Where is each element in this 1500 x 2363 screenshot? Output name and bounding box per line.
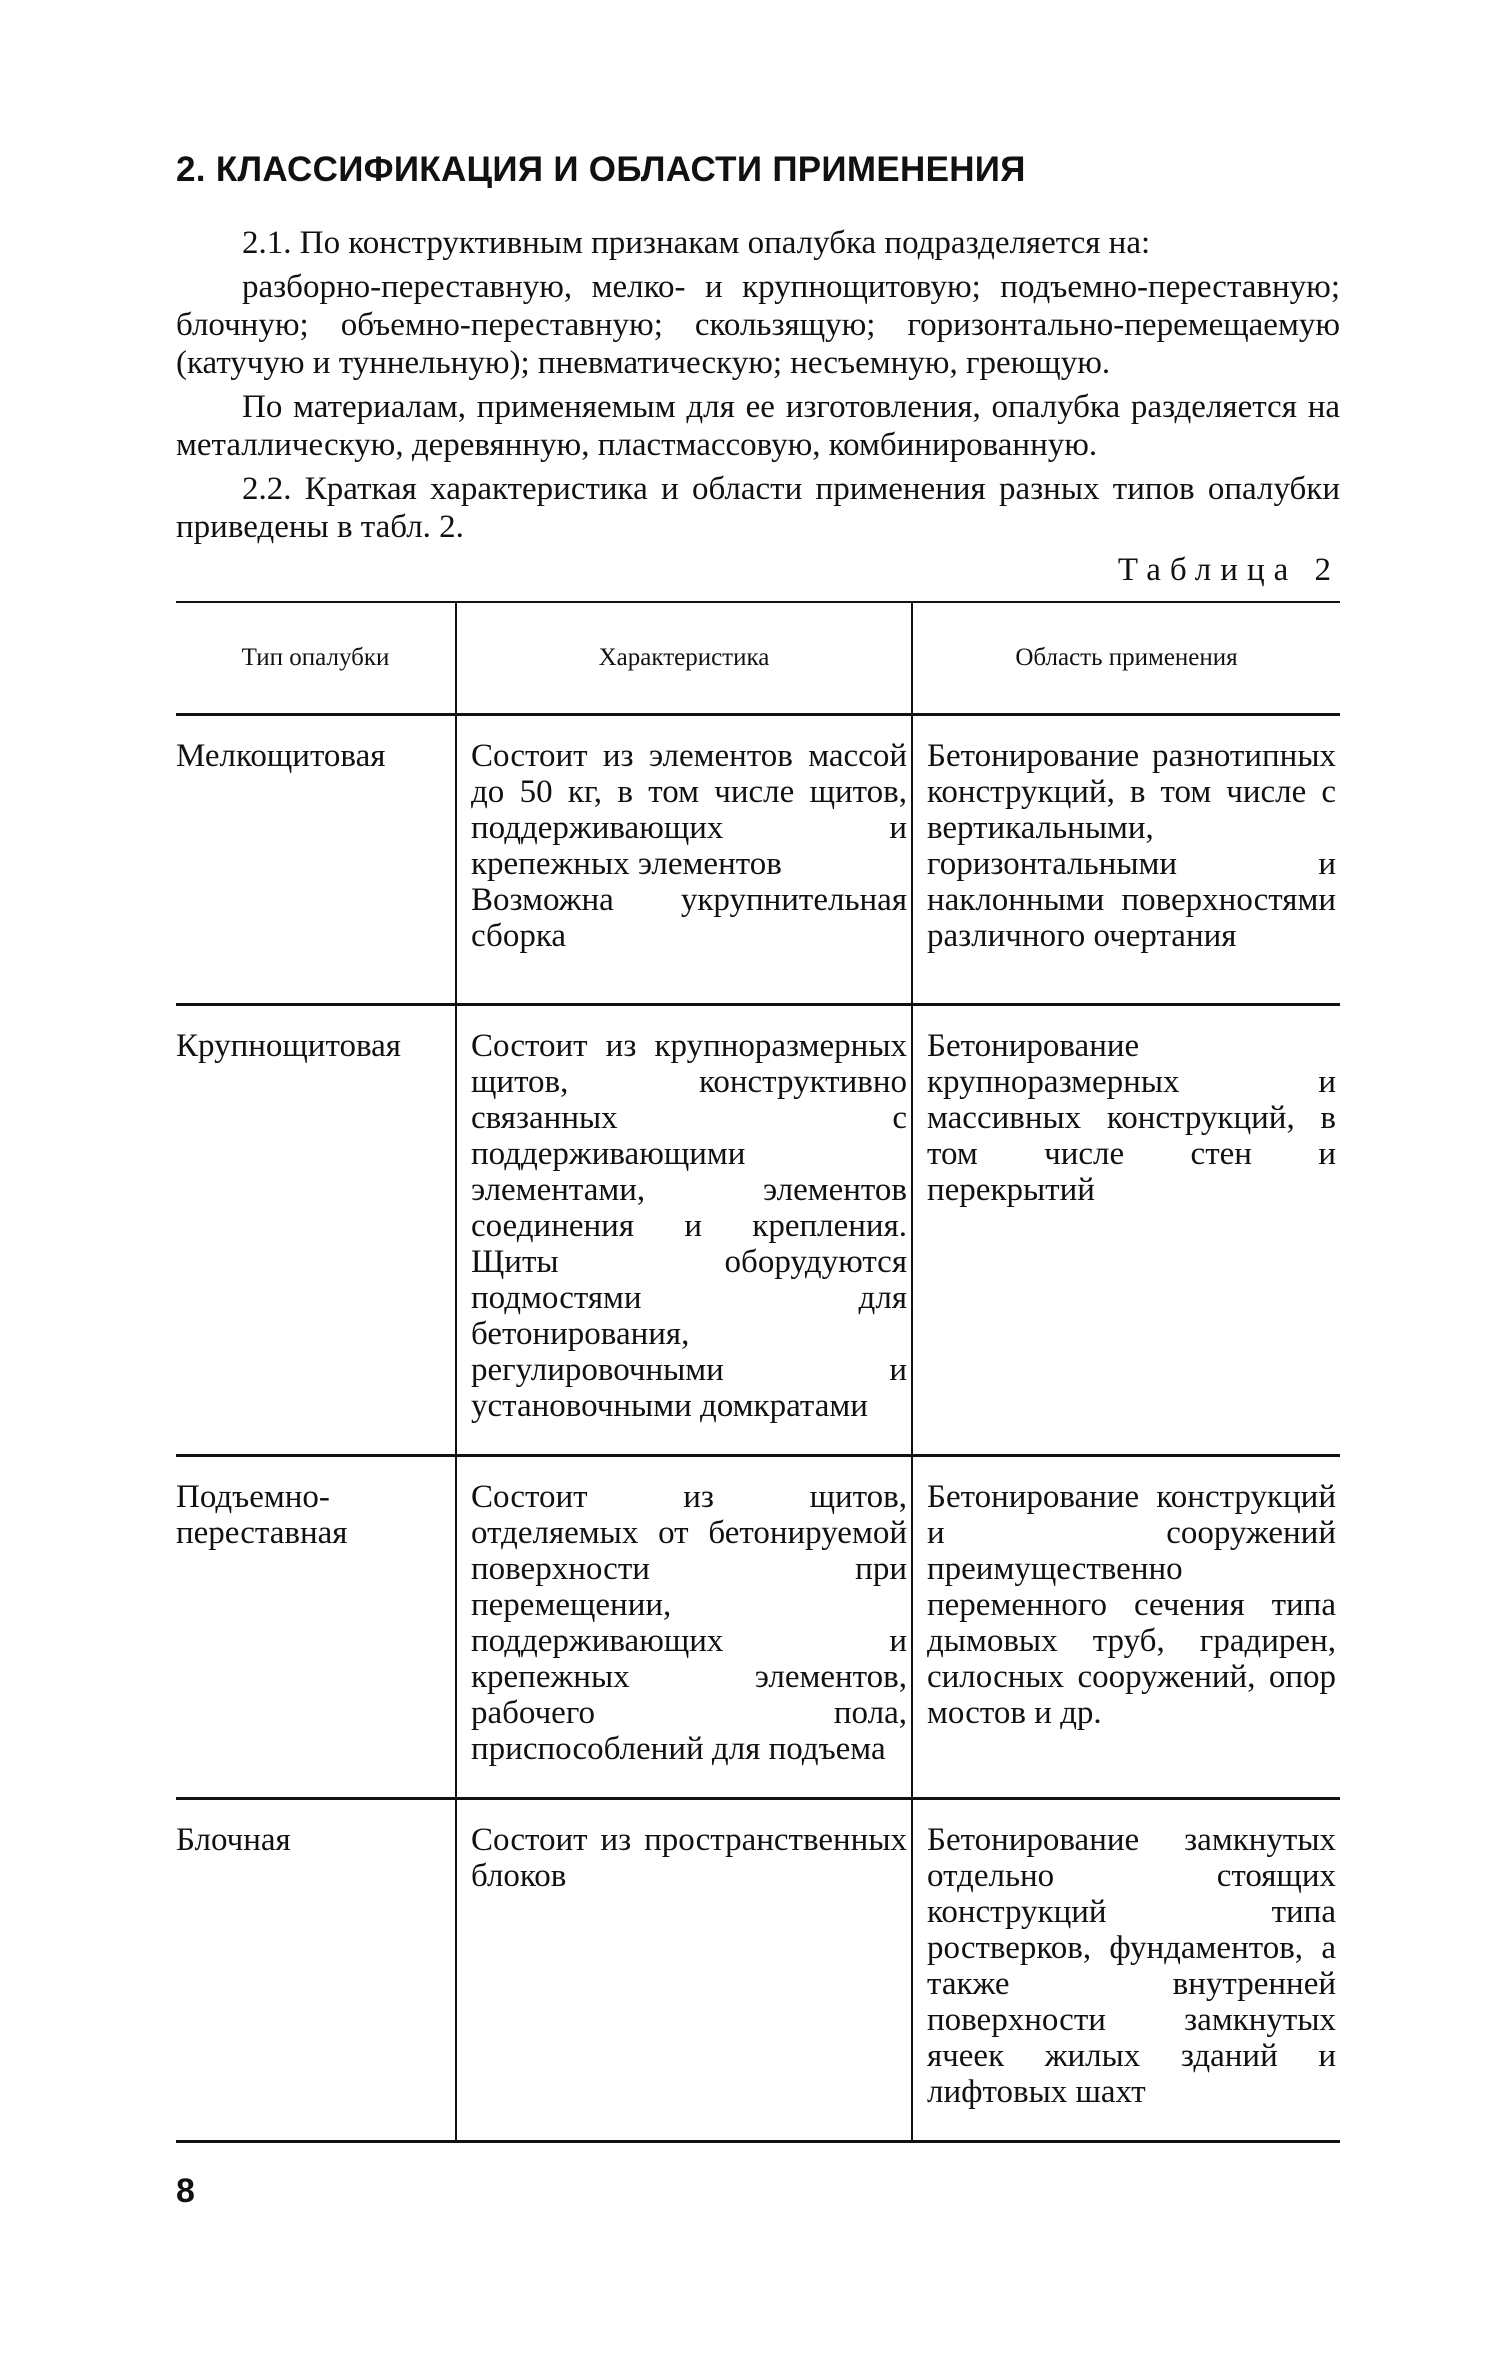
row-application: Бетонирование конструкций и сооружений преимущественно переменного сечения типа дымовых труб, градирен, силосных сооружений, опор мостов и др.: [912, 1456, 1340, 1799]
table-row: [176, 1799, 1340, 2142]
page-number: 8: [176, 2172, 195, 2210]
row-description-extra: Возможна укрупнительная сборка: [471, 882, 907, 954]
paragraph-2-1: 2.1. По конструктивным признакам опалубка подразделяется на:: [242, 225, 1151, 261]
table-row: [176, 1456, 1340, 1799]
row-description-main: Состоит из элементов массой до 50 кг, в том числе щитов, поддерживающих и крепежных элементов: [471, 738, 907, 882]
row-description-main: Состоит из крупноразмерных щитов, конструктивно связанных с поддерживающими элементами, элементов соединения и крепления. Щиты оборудуются подмостями для бетонирования, регулировочными и установочными домкратами: [471, 1028, 907, 1424]
row-type: Блочная: [176, 1799, 456, 2142]
formwork-table: [176, 601, 1340, 2143]
header-type: Тип опалубки: [176, 602, 456, 715]
section-heading: 2. КЛАССИФИКАЦИЯ И ОБЛАСТИ ПРИМЕНЕНИЯ: [176, 150, 1026, 189]
row-description: [456, 715, 912, 1005]
paragraph-formwork-types: разборно-переставную, мелко- и крупнощитовую; подъемно-переставную; блочную; объемно-переставную; скользящую; горизонтально-перемещаемую (катучую и туннельную); пневматическую; несъемную, греющую.: [176, 269, 1340, 381]
row-type: Крупнощитовая: [176, 1005, 456, 1456]
table-row: [176, 715, 1340, 1005]
row-description: [456, 1005, 912, 1456]
paragraph-2-2: 2.2. Краткая характеристика и области применения разных типов опалубки приведены в табл. 2.: [176, 471, 1340, 545]
row-description-main: Состоит из щитов, отделяемых от бетонируемой поверхности при перемещении, поддерживающих и крепежных элементов, рабочего пола, приспособлений для подъема: [471, 1479, 907, 1767]
page-content: [176, 150, 1340, 2143]
row-description: [456, 1456, 912, 1799]
row-application: Бетонирование крупноразмерных и массивных конструкций, в том числе стен и перекрытий: [912, 1005, 1340, 1456]
row-type: Подъемно-переставная: [176, 1456, 456, 1799]
header-description: Характеристика: [456, 602, 912, 715]
paragraph-materials: По материалам, применяемым для ее изготовления, опалубка разделяется на металлическую, деревянную, пластмассовую, комбинированную.: [176, 389, 1340, 463]
row-description-main: Состоит из пространственных блоков: [471, 1822, 907, 1894]
row-application: Бетонирование замкнутых отдельно стоящих конструкций типа ростверков, фундаментов, а также внутренней поверхности замкнутых ячеек жилых зданий и лифтовых шахт: [912, 1799, 1340, 2142]
table-header-row: [176, 602, 1340, 715]
row-application: Бетонирование разнотипных конструкций, в том числе с вертикальными, горизонтальными и наклонными поверхностями различного очертания: [912, 715, 1340, 1005]
header-application: Область применения: [912, 602, 1340, 715]
table-row: [176, 1005, 1340, 1456]
row-type: Мелкощитовая: [176, 715, 456, 1005]
table-caption: Таблица 2: [1117, 552, 1340, 588]
row-description: [456, 1799, 912, 2142]
